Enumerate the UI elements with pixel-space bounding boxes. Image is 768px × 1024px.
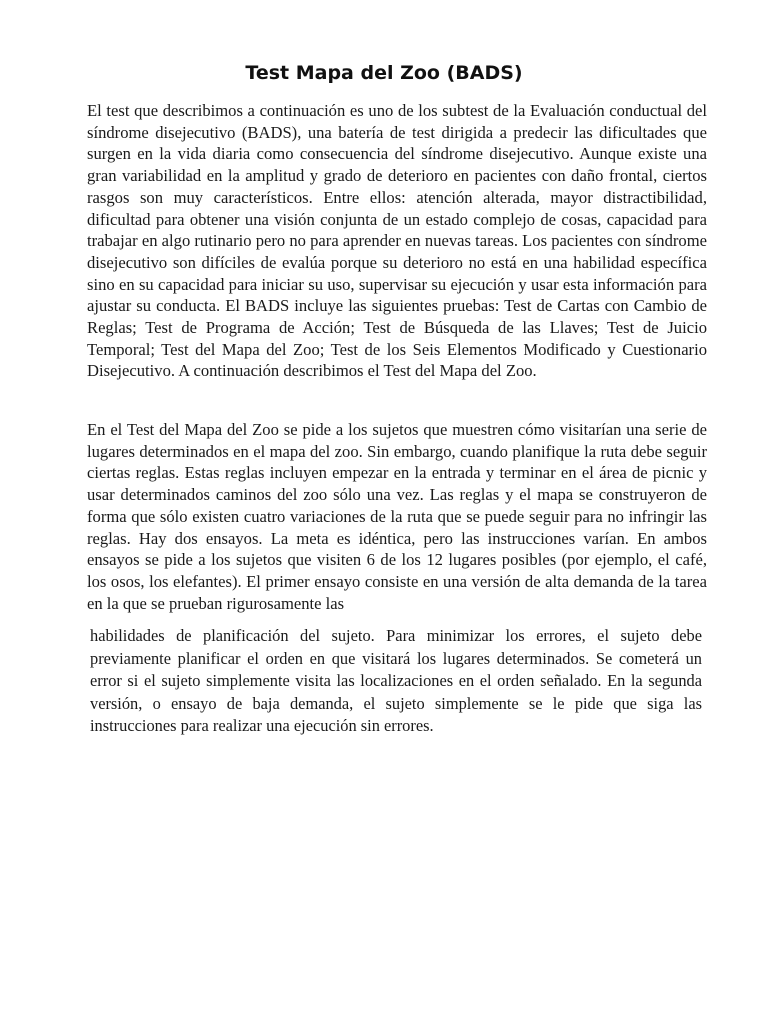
paragraph-intro: El test que describimos a continuación es uno de los subtest de la Evaluación conductual del síndrome disejecutivo (BADS), una batería de test dirigida a predecir las dificultades que surgen en la vida diaria como consecuencia del síndrome disejecutivo. Aunque existe una gran variabilidad en la amplitud y grado de deterioro en pacientes con daño frontal, ciertos rasgos son muy característicos. Entre ellos: atención alterada, mayor distractibilidad, dificultad para obtener una visión conjunta de un estado complejo de cosas, capacidad para trabajar en algo rutinario pero no para aprender en nuevas tareas. Los pacientes con síndrome disejecutivo son difíciles de evalúa porque su deterioro no está en una habilidad específica sino en su capacidad para iniciar su uso, supervisar su ejecución y usar esta información para ajustar su conducta. El BADS incluye las siguientes pruebas: Test de Cartas con Cambio de Reglas; Test de Programa de Acción; Test de Búsqueda de las Llaves; Test de Juicio Temporal; Test del Mapa del Zoo; Test de los Seis Elementos Modificado y Cuestionario Disejecutivo. A continuación describimos el Test del Mapa del Zoo. xyxy=(87,101,707,381)
paragraph-test-description: En el Test del Mapa del Zoo se pide a los sujetos que muestren cómo visitarían una serie de lugares determinados en el mapa del zoo. Sin embargo, cuando planifique la ruta debe seguir ciertas reglas. Estas reglas incluyen empezar en la entrada y terminar en el área de picnic y usar determinados caminos del zoo sólo una vez. Las reglas y el mapa se construyeron de forma que sólo existen cuatro variaciones de la ruta que se puede seguir para no infringir las reglas. Hay dos ensayos. La meta es idéntica, pero las instrucciones varían. En ambos ensayos se pide a los sujetos que visiten 6 de los 12 lugares posibles (por ejemplo, el café, los osos, los elefantes). El primer ensayo consiste en una versión de alta demanda de la tarea en la que se prueban rigurosamente las xyxy=(87,420,707,613)
page-title: Test Mapa del Zoo (BADS) xyxy=(245,62,523,84)
paragraph-continuation: habilidades de planificación del sujeto. Para minimizar los errores, el sujeto debe previamente planificar el orden en que visitará los lugares determinados. Se cometerá un error si el sujeto simplemente visita las localizaciones en el orden señalado. En la segunda versión, o ensayo de baja demanda, el sujeto simplemente se le pide que siga las instrucciones para realizar una ejecución sin errores. xyxy=(90,626,702,735)
